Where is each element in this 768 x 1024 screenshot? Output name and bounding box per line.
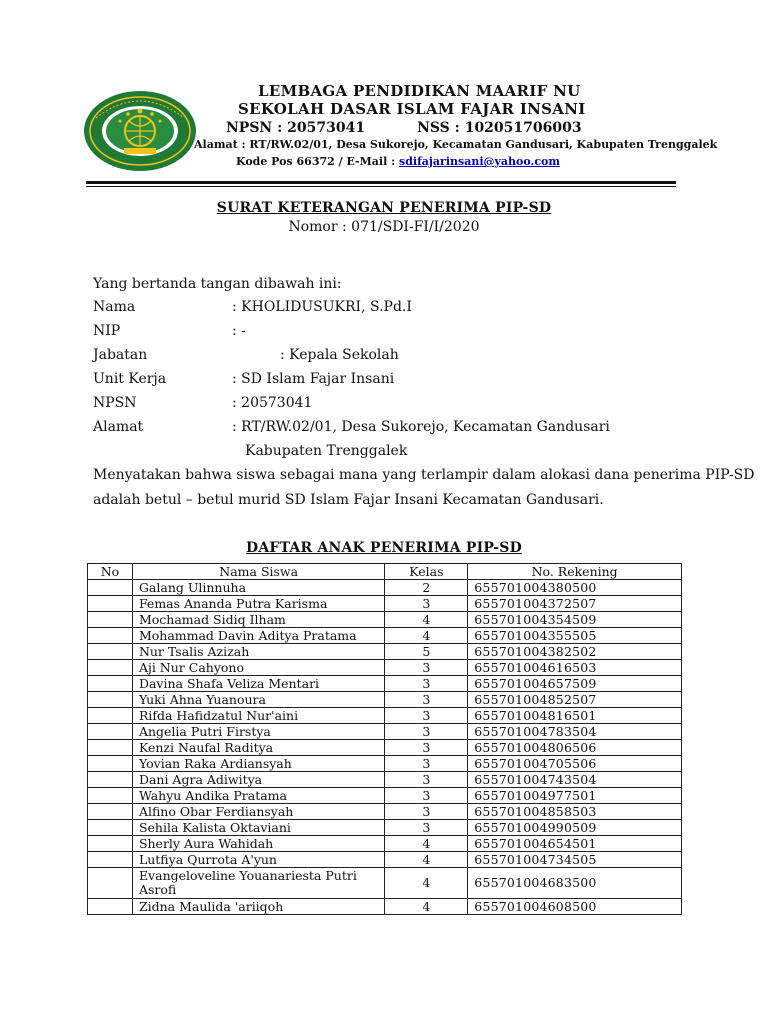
cell-no-rekening: 655701004858503 <box>468 804 682 820</box>
cell-kelas: 3 <box>385 660 468 676</box>
header-nama-siswa: Nama Siswa <box>132 564 384 580</box>
cell-nama-siswa: Yovian Raka Ardiansyah <box>132 756 384 772</box>
table-row <box>88 852 682 868</box>
table-row <box>88 724 682 740</box>
cell-kelas: 3 <box>385 596 468 612</box>
cell-kelas: 3 <box>385 756 468 772</box>
cell-no-rekening: 655701004705506 <box>468 756 682 772</box>
cell-no-rekening: 655701004372507 <box>468 596 682 612</box>
field-label-alamat: Alamat <box>93 419 144 435</box>
cell-nama-siswa: Femas Ananda Putra Karisma <box>132 596 384 612</box>
cell-no <box>88 724 133 740</box>
cell-kelas: 4 <box>385 612 468 628</box>
table-row <box>88 772 682 788</box>
cell-no <box>88 899 133 915</box>
cell-no <box>88 644 133 660</box>
school-name: SEKOLAH DASAR ISLAM FAJAR INSANI <box>238 100 586 118</box>
table-row <box>88 644 682 660</box>
field-label-nip: NIP <box>93 323 121 339</box>
cell-nama-siswa: Sherly Aura Wahidah <box>132 836 384 852</box>
table-row <box>88 692 682 708</box>
intro-text: Yang bertanda tangan dibawah ini: <box>93 276 342 292</box>
cell-no-rekening: 655701004382502 <box>468 644 682 660</box>
school-address: Alamat : RT/RW.02/01, Desa Sukorejo, Kecamatan Gandusari, Kabupaten Trenggalek <box>194 138 718 151</box>
cell-no <box>88 868 133 899</box>
cell-no <box>88 836 133 852</box>
document-title: SURAT KETERANGAN PENERIMA PIP-SD <box>216 200 552 216</box>
email-link[interactable]: sdifajarinsani@yahoo.com <box>399 155 560 168</box>
cell-nama-siswa: Evangeloveline Youanariesta Putri Asrofi <box>132 868 384 899</box>
statement-line-2: adalah betul – betul murid SD Islam Fajar Insani Kecamatan Gandusari. <box>93 492 604 508</box>
cell-kelas: 3 <box>385 740 468 756</box>
cell-kelas: 3 <box>385 772 468 788</box>
letterhead-divider-thin <box>86 186 676 187</box>
field-value-alamat: : RT/RW.02/01, Desa Sukorejo, Kecamatan Gandusari <box>232 419 610 435</box>
cell-kelas: 4 <box>385 868 468 899</box>
cell-nama-siswa: Alfino Obar Ferdiansyah <box>132 804 384 820</box>
npsn-id: NPSN : 20573041 <box>226 120 366 136</box>
cell-no-rekening: 655701004654501 <box>468 836 682 852</box>
field-value-alamat-cont: Kabupaten Trenggalek <box>245 443 408 459</box>
cell-kelas: 3 <box>385 788 468 804</box>
cell-nama-siswa: Galang Ulinnuha <box>132 580 384 596</box>
letterhead-divider-thick <box>86 181 676 184</box>
cell-kelas: 3 <box>385 804 468 820</box>
cell-no <box>88 580 133 596</box>
cell-kelas: 3 <box>385 708 468 724</box>
field-value-npsn: : 20573041 <box>232 395 313 411</box>
cell-nama-siswa: Yuki Ahna Yuanoura <box>132 692 384 708</box>
cell-no-rekening: 655701004816501 <box>468 708 682 724</box>
cell-nama-siswa: Wahyu Andika Pratama <box>132 788 384 804</box>
school-contact <box>236 155 560 168</box>
cell-no-rekening: 655701004990509 <box>468 820 682 836</box>
school-ids <box>226 120 582 136</box>
cell-kelas: 4 <box>385 836 468 852</box>
postal-code: Kode Pos 66372 / E-Mail : <box>236 155 399 168</box>
field-label-npsn: NPSN <box>93 395 137 411</box>
table-row <box>88 612 682 628</box>
cell-nama-siswa: Zidna Maulida 'ariiqoh <box>132 899 384 915</box>
cell-no <box>88 788 133 804</box>
cell-nama-siswa: Lutfiya Qurrota A'yun <box>132 852 384 868</box>
cell-nama-siswa: Nur Tsalis Azizah <box>132 644 384 660</box>
cell-kelas: 3 <box>385 724 468 740</box>
field-label-nama: Nama <box>93 299 136 315</box>
cell-kelas: 4 <box>385 899 468 915</box>
cell-nama-siswa: Kenzi Naufal Raditya <box>132 740 384 756</box>
field-label-unit-kerja: Unit Kerja <box>93 371 167 387</box>
cell-no-rekening: 655701004657509 <box>468 676 682 692</box>
cell-nama-siswa: Mohammad Davin Aditya Pratama <box>132 628 384 644</box>
cell-no <box>88 660 133 676</box>
table-row <box>88 596 682 612</box>
cell-no-rekening: 655701004616503 <box>468 660 682 676</box>
table-row <box>88 899 682 915</box>
table-row <box>88 756 682 772</box>
field-value-nip: : - <box>232 323 246 339</box>
cell-kelas: 3 <box>385 692 468 708</box>
table-row <box>88 868 682 899</box>
cell-no <box>88 740 133 756</box>
cell-no <box>88 692 133 708</box>
field-value-nama: : KHOLIDUSUKRI, S.Pd.I <box>232 299 412 315</box>
nu-school-logo-icon <box>82 88 202 174</box>
cell-nama-siswa: Dani Agra Adiwitya <box>132 772 384 788</box>
cell-no <box>88 820 133 836</box>
cell-no <box>88 596 133 612</box>
header-no: No <box>88 564 133 580</box>
cell-nama-siswa: Rifda Hafidzatul Nur'aini <box>132 708 384 724</box>
cell-kelas: 4 <box>385 852 468 868</box>
table-row <box>88 628 682 644</box>
table-row <box>88 836 682 852</box>
table-row <box>88 708 682 724</box>
cell-no-rekening: 655701004852507 <box>468 692 682 708</box>
cell-no-rekening: 655701004608500 <box>468 899 682 915</box>
cell-no <box>88 804 133 820</box>
table-header-row <box>88 564 682 580</box>
table-row <box>88 676 682 692</box>
cell-no-rekening: 655701004977501 <box>468 788 682 804</box>
field-value-unit-kerja: : SD Islam Fajar Insani <box>232 371 395 387</box>
statement-line-1: Menyatakan bahwa siswa sebagai mana yang terlampir dalam alokasi dana penerima PIP-SD <box>93 467 755 483</box>
cell-no-rekening: 655701004734505 <box>468 852 682 868</box>
table-row <box>88 580 682 596</box>
cell-no-rekening: 655701004354509 <box>468 612 682 628</box>
cell-no <box>88 676 133 692</box>
cell-no <box>88 708 133 724</box>
document-number: Nomor : 071/SDI-FI/I/2020 <box>288 219 480 235</box>
cell-nama-siswa: Sehila Kalista Oktaviani <box>132 820 384 836</box>
cell-no <box>88 756 133 772</box>
cell-kelas: 4 <box>385 628 468 644</box>
cell-no-rekening: 655701004743504 <box>468 772 682 788</box>
cell-nama-siswa: Davina Shafa Veliza Mentari <box>132 676 384 692</box>
table-row <box>88 740 682 756</box>
table-row <box>88 660 682 676</box>
table-row <box>88 788 682 804</box>
cell-no <box>88 852 133 868</box>
cell-kelas: 5 <box>385 644 468 660</box>
table-title: DAFTAR ANAK PENERIMA PIP-SD <box>246 540 522 556</box>
cell-no-rekening: 655701004783504 <box>468 724 682 740</box>
cell-no-rekening: 655701004683500 <box>468 868 682 899</box>
header-no-rekening: No. Rekening <box>468 564 682 580</box>
table-row <box>88 820 682 836</box>
cell-no-rekening: 655701004355505 <box>468 628 682 644</box>
cell-no-rekening: 655701004806506 <box>468 740 682 756</box>
cell-no <box>88 772 133 788</box>
field-value-jabatan: : Kepala Sekolah <box>280 347 399 363</box>
table-body <box>88 580 682 915</box>
cell-no <box>88 628 133 644</box>
cell-nama-siswa: Angelia Putri Firstya <box>132 724 384 740</box>
cell-no-rekening: 655701004380500 <box>468 580 682 596</box>
institution-name: LEMBAGA PENDIDIKAN MAARIF NU <box>258 82 581 100</box>
field-label-jabatan: Jabatan <box>93 347 148 363</box>
cell-kelas: 3 <box>385 820 468 836</box>
header-kelas: Kelas <box>385 564 468 580</box>
recipient-table <box>87 563 682 915</box>
table-row <box>88 804 682 820</box>
cell-no <box>88 612 133 628</box>
cell-kelas: 3 <box>385 676 468 692</box>
cell-kelas: 2 <box>385 580 468 596</box>
nss-id: NSS : 102051706003 <box>417 120 582 136</box>
cell-nama-siswa: Mochamad Sidiq Ilham <box>132 612 384 628</box>
cell-nama-siswa: Aji Nur Cahyono <box>132 660 384 676</box>
